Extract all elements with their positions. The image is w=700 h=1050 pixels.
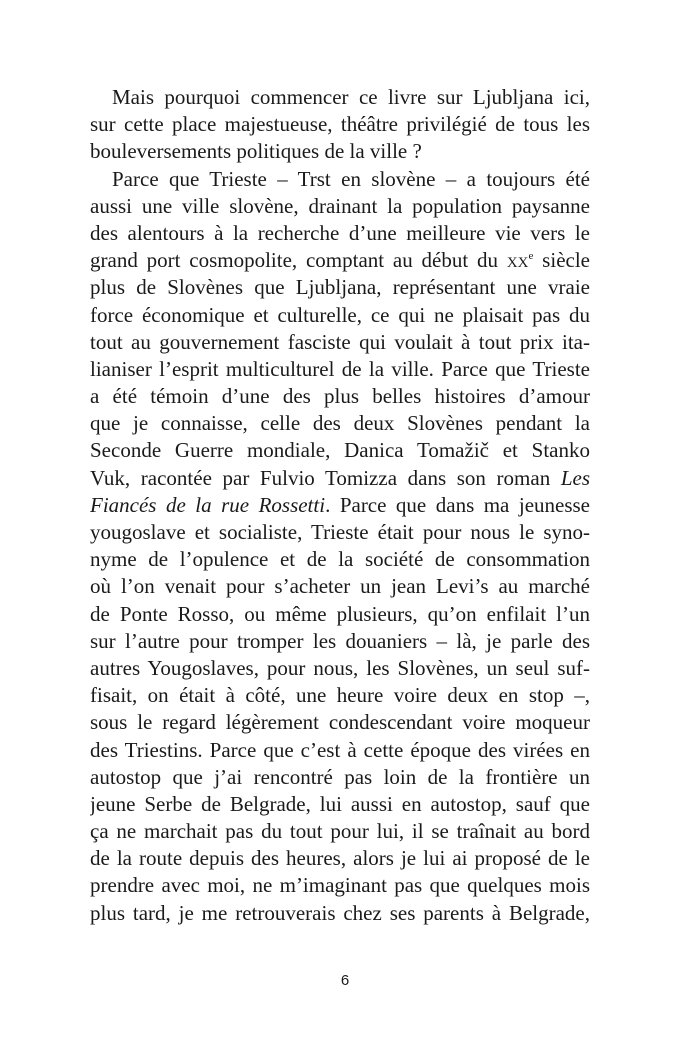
text-line: où l’on venait pour s’acheter un jean Levi’s au marché	[90, 574, 590, 599]
text-line: autostop que j’ai rencontré pas loin de la frontière un	[90, 764, 590, 789]
text-line: Mais pourquoi commencer ce livre sur Ljubljana ici,	[112, 85, 590, 109]
century-numeral: xx	[506, 248, 529, 273]
text-line: Parce que Trieste – Trst en slovène – a toujours été	[112, 166, 590, 191]
text-line: jeune Serbe de Belgrade, lui aussi en autostop, sauf que	[90, 791, 590, 816]
text-line: autres Yougoslaves, pour nous, les Slovènes, un seul suf-	[90, 655, 590, 680]
text-line: sous le regard légèrement condescendant voire moqueur	[90, 710, 590, 735]
text-line: des alentours à la recherche d’une meilleure vie vers le	[90, 220, 590, 245]
text-line	[90, 492, 590, 519]
italic-title: Fiancés de la rue Rossetti	[90, 492, 326, 517]
text-line: ça ne marchait pas du tout pour lui, il se traînait au bord	[90, 819, 590, 844]
text-line: yougoslave et socialiste, Trieste était pour nous le syno-	[90, 520, 590, 544]
superscript: e	[528, 250, 534, 263]
italic-title: Les	[560, 465, 590, 490]
text-run: grand port cosmopolite, comptant au début du	[90, 248, 507, 273]
page-number: 6	[340, 972, 350, 989]
text-line	[90, 465, 590, 492]
text-line: de Ponte Rosso, ou même plusieurs, qu’on enfilait l’un	[90, 601, 590, 626]
text-line: sur cette place majestueuse, théâtre privilégié de tous les	[90, 112, 590, 137]
text-run: . Parce que dans ma jeunesse	[325, 492, 590, 517]
text-line: Seconde Guerre mondiale, Danica Tomažič et Stanko	[90, 438, 590, 463]
text-line	[90, 247, 590, 274]
text-line: sur l’autre pour tromper les douaniers – là, je parle des	[90, 628, 590, 653]
text-line: bouleversements politiques de la ville ?	[90, 139, 422, 164]
text-line: aussi une ville slovène, drainant la population paysanne	[90, 193, 590, 218]
text-line: de la route depuis des heures, alors je lui ai proposé de le	[90, 846, 590, 871]
text-run: Vuk, racontée par Fulvio Tomizza dans son roman	[90, 465, 561, 490]
body-text	[90, 84, 590, 927]
text-line: plus tard, je me retrouverais chez ses parents à Belgrade,	[90, 900, 590, 925]
text-line: prendre avec moi, ne m’imaginant pas que quelques mois	[90, 873, 590, 898]
text-line: des Triestins. Parce que c’est à cette époque des virées en	[90, 737, 590, 762]
text-line: fisait, on était à côté, une heure voire deux en stop –,	[90, 683, 590, 708]
text-line: nyme de l’opulence et de la société de consommation	[90, 547, 590, 572]
text-line: que je connaisse, celle des deux Slovènes pendant la	[90, 411, 590, 436]
text-line: force économique et culturelle, ce qui ne plaisait pas du	[90, 302, 590, 327]
text-line: lianiser l’esprit multiculturel de la ville. Parce que Trieste	[90, 356, 590, 381]
text-line: tout au gouvernement fasciste qui voulait à tout prix ita-	[90, 329, 590, 354]
text-line: plus de Slovènes que Ljubljana, représentant une vraie	[90, 275, 590, 300]
text-line: a été témoin d’une des plus belles histoires d’amour	[90, 384, 590, 409]
text-run: siècle	[533, 248, 590, 273]
